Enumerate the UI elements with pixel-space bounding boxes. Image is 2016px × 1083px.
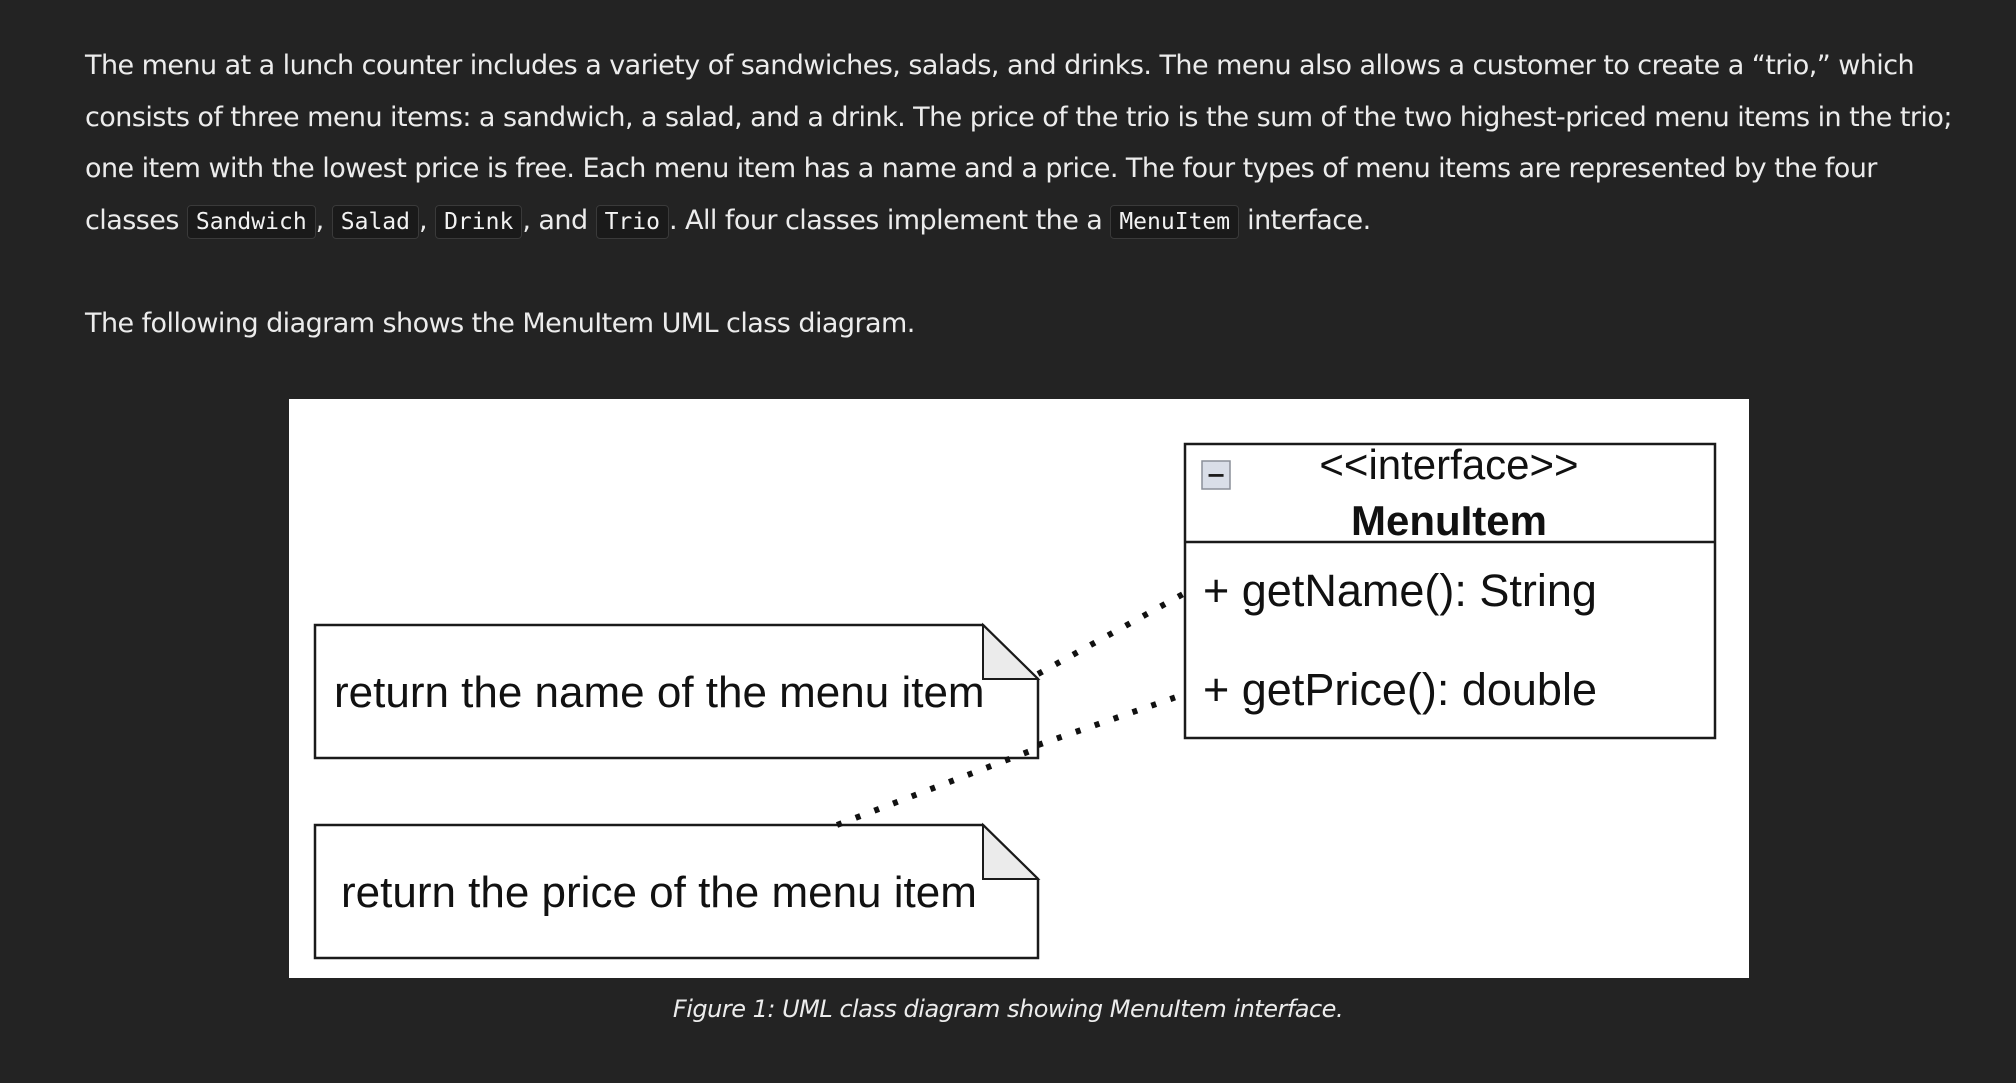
code-drink: Drink xyxy=(435,205,522,239)
uml-diagram xyxy=(289,399,1749,978)
method-getprice: + getPrice(): double xyxy=(1203,664,1597,715)
connector-note2-getprice xyxy=(1038,694,1185,745)
diagram-intro-paragraph: The following diagram shows the MenuItem UML class diagram. xyxy=(85,308,915,339)
note-getprice-text: return the price of the menu item xyxy=(341,868,977,917)
collapse-toggle-icon[interactable] xyxy=(1202,461,1230,489)
separator-2: , xyxy=(419,204,436,236)
code-salad: Salad xyxy=(332,205,419,239)
menuitem-interface-box xyxy=(1185,441,1715,738)
figure-caption: Figure 1: UML class diagram showing MenuItem interface. xyxy=(672,995,1344,1023)
note-getname-text: return the name of the menu item xyxy=(334,668,985,717)
note-getname xyxy=(315,625,1038,758)
intro-paragraph xyxy=(85,40,1955,248)
uml-diagram-figure xyxy=(289,399,1749,978)
code-trio: Trio xyxy=(596,205,669,239)
code-sandwich: Sandwich xyxy=(187,205,316,239)
collapse-glyph: − xyxy=(1205,461,1227,489)
method-getname: + getName(): String xyxy=(1203,565,1597,616)
separator-1: , xyxy=(315,204,332,236)
interface-stereotype: <<interface>> xyxy=(1319,441,1579,488)
intro-text-3: interface. xyxy=(1239,204,1371,236)
connector-note2-link xyxy=(837,748,1038,825)
connector-note1-getname xyxy=(1038,593,1185,674)
interface-class-name: MenuItem xyxy=(1350,497,1548,544)
code-menuitem: MenuItem xyxy=(1110,205,1239,239)
intro-text-1: The menu at a lunch counter includes a variety of sandwiches, salads, and drinks. The menu also allows a customer to create a “trio,” which consists of three menu items: a sandwich, a salad, and a drink. The price of the trio is the sum of the two highest-priced menu items in the trio; one item with the lowest price is free. Each menu item has a name and a price. The four types of menu items are represented by the four classes xyxy=(85,50,1952,236)
separator-3: , and xyxy=(522,204,596,236)
note-getprice xyxy=(315,825,1038,958)
intro-text-2: . All four classes implement the a xyxy=(668,204,1111,236)
